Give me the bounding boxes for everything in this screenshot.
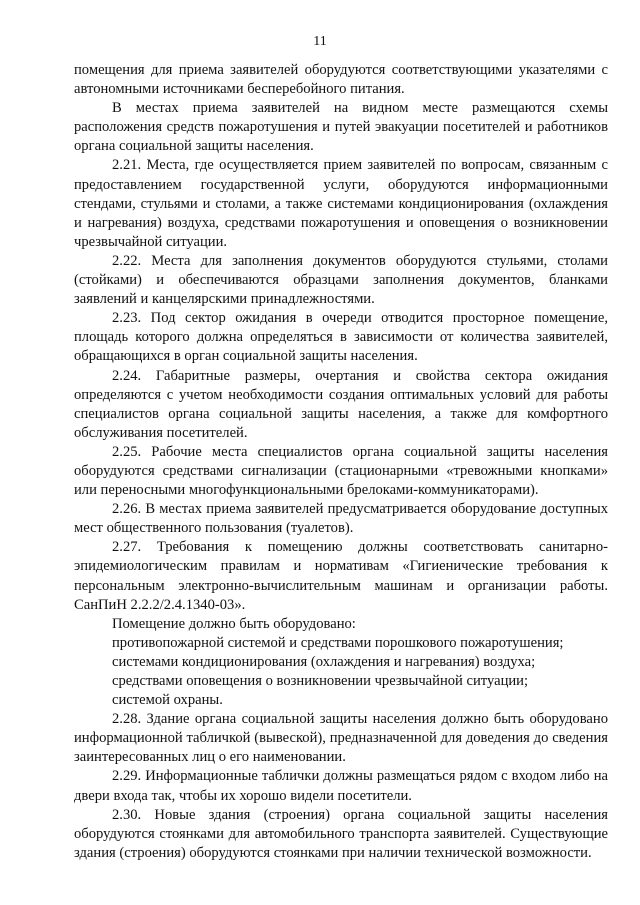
paragraph-2-28: 2.28. Здание органа социальной защиты населения должно быть оборудовано информационной табличкой (вывеской), предназначенной для доведения до сведения заинтересованных лиц о его наименовании. bbox=[74, 711, 608, 766]
page-number: 11 bbox=[313, 34, 327, 49]
paragraph-2-29: 2.29. Информационные таблички должны размещаться рядом с входом либо на двери входа так, чтобы их хорошо видели посетители. bbox=[74, 768, 608, 804]
paragraph-equipment-intro: Помещение должно быть оборудовано: bbox=[112, 615, 356, 632]
paragraph-continuation: помещения для приема заявителей оборудуются соответствующими указателями с автономными источниками бесперебойного питания. bbox=[74, 62, 608, 98]
list-item-fire-system: противопожарной системой и средствами порошкового пожаротушения; bbox=[112, 634, 564, 651]
paragraph-2-21: 2.21. Места, где осуществляется прием заявителей по вопросам, связанным с предоставлением государственной услуги, оборудуются информационными стендами, стульями и столами, а также системами кондиционирования (охлаждения и нагревания) воздуха, средствами пожаротушения и оповещения о возникновении чрезвычайной ситуации. bbox=[74, 157, 608, 250]
list-item-security-system: системой охраны. bbox=[112, 692, 223, 709]
list-item-air-conditioning: системами кондиционирования (охлаждения и нагревания) воздуха; bbox=[112, 653, 536, 670]
document-body bbox=[74, 61, 608, 863]
paragraph-2-27: 2.27. Требования к помещению должны соответствовать санитарно-эпидемиологическим правилам и нормативам «Гигиенические требования к персональным электронно-вычислительным машинам и организации работы. СанПиН 2.2.2/2.4.1340-03». bbox=[74, 539, 608, 613]
paragraph-evacuation-schemes: В местах приема заявителей на видном месте размещаются схемы расположения средств пожаротушения и путей эвакуации посетителей и работников органа социальной защиты населения. bbox=[74, 100, 608, 155]
paragraph-2-26: 2.26. В местах приема заявителей предусматривается оборудование доступных мест общественного пользования (туалетов). bbox=[74, 501, 608, 537]
paragraph-2-24: 2.24. Габаритные размеры, очертания и свойства сектора ожидания определяются с учетом необходимости создания оптимальных условий для работы специалистов органа социальной защиты населения, а также для комфортного обслуживания посетителей. bbox=[74, 367, 608, 441]
paragraph-2-23: 2.23. Под сектор ожидания в очереди отводится просторное помещение, площадь которого должна определяться в зависимости от количества заявителей, обращающихся в орган социальной защиты населения. bbox=[74, 310, 608, 365]
paragraph-2-25: 2.25. Рабочие места специалистов органа социальной защиты населения оборудуются средствами сигнализации (стационарными «тревожными кнопками» или переносными многофункциональными брелоками-коммуникаторами). bbox=[74, 443, 608, 499]
list-item-emergency-alert: средствами оповещения о возникновении чрезвычайной ситуации; bbox=[112, 673, 529, 689]
paragraph-2-30: 2.30. Новые здания (строения) органа социальной защиты населения оборудуются стоянками для автомобильного транспорта заявителей. Существующие здания (строения) оборудуются стоянками при наличии технической возможности. bbox=[74, 806, 608, 861]
paragraph-2-22: 2.22. Места для заполнения документов оборудуются стульями, столами (стойками) и обеспечиваются образцами заполнения документов, бланками заявлений и канцелярскими принадлежностями. bbox=[74, 252, 608, 308]
